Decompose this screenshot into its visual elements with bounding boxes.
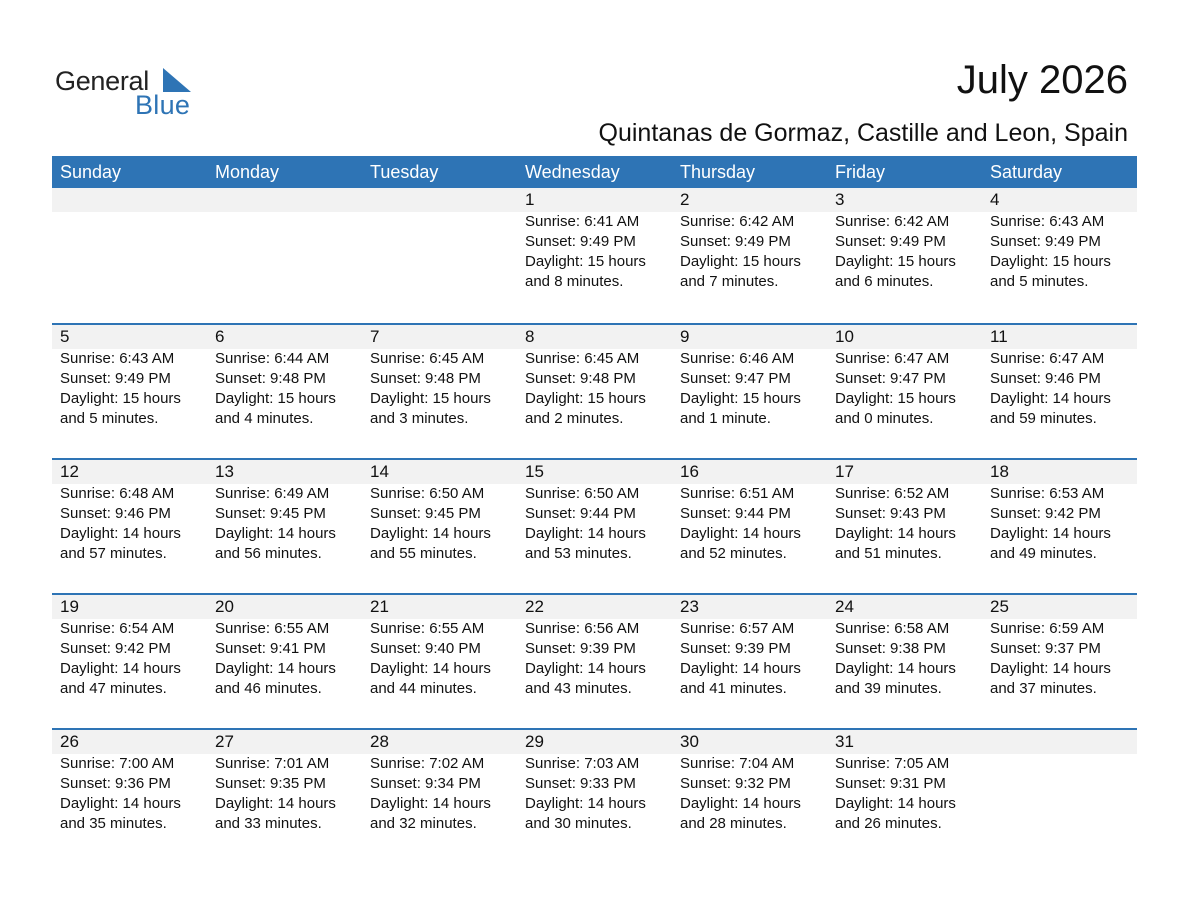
sunset-time: Sunset: 9:49 PM	[990, 233, 1101, 250]
sunset-time: Sunset: 9:47 PM	[680, 370, 791, 387]
sunrise-time: Sunrise: 7:03 AM	[525, 755, 640, 772]
sunrise-time: Sunrise: 6:43 AM	[990, 213, 1105, 230]
weekday-header-tuesday: Tuesday	[370, 162, 439, 182]
day-cell	[827, 188, 982, 321]
week-row	[52, 728, 1137, 863]
sunset-time: Sunset: 9:49 PM	[525, 233, 636, 250]
daylight-hours: Daylight: 14 hours	[680, 525, 801, 542]
daylight-minutes: and 32 minutes.	[370, 815, 477, 832]
day-cell	[827, 595, 982, 728]
day-number: 9	[680, 327, 690, 346]
day-cell	[517, 595, 672, 728]
daylight-hours: Daylight: 14 hours	[60, 525, 181, 542]
day-number: 12	[60, 462, 79, 481]
daylight-hours: Daylight: 14 hours	[680, 795, 801, 812]
sunset-time: Sunset: 9:36 PM	[60, 775, 171, 792]
sunset-time: Sunset: 9:48 PM	[370, 370, 481, 387]
sunrise-time: Sunrise: 6:42 AM	[680, 213, 795, 230]
daylight-minutes: and 3 minutes.	[370, 410, 469, 427]
day-number: 24	[835, 597, 854, 616]
day-cell	[52, 730, 207, 863]
sunset-time: Sunset: 9:45 PM	[215, 505, 326, 522]
sunset-time: Sunset: 9:46 PM	[990, 370, 1101, 387]
daylight-hours: Daylight: 14 hours	[835, 525, 956, 542]
logo-text-blue: Blue	[135, 90, 191, 120]
daylight-minutes: and 2 minutes.	[525, 410, 624, 427]
daylight-minutes: and 46 minutes.	[215, 680, 322, 697]
daylight-minutes: and 57 minutes.	[60, 545, 167, 562]
sunrise-time: Sunrise: 6:51 AM	[680, 485, 795, 502]
day-number: 2	[680, 190, 690, 209]
daylight-minutes: and 37 minutes.	[990, 680, 1097, 697]
sunrise-time: Sunrise: 7:04 AM	[680, 755, 795, 772]
daylight-minutes: and 30 minutes.	[525, 815, 632, 832]
sunset-time: Sunset: 9:44 PM	[525, 505, 636, 522]
sunrise-time: Sunrise: 6:56 AM	[525, 620, 640, 637]
sunset-time: Sunset: 9:42 PM	[60, 640, 171, 657]
day-number: 8	[525, 327, 535, 346]
sunset-time: Sunset: 9:49 PM	[835, 233, 946, 250]
day-number: 21	[370, 597, 389, 616]
weekday-header-thursday: Thursday	[680, 162, 756, 182]
daylight-minutes: and 7 minutes.	[680, 273, 779, 290]
daylight-hours: Daylight: 15 hours	[680, 390, 801, 407]
daylight-minutes: and 56 minutes.	[215, 545, 322, 562]
sunset-time: Sunset: 9:42 PM	[990, 505, 1101, 522]
day-cell	[672, 325, 827, 458]
daylight-hours: Daylight: 14 hours	[990, 660, 1111, 677]
sunrise-time: Sunrise: 6:50 AM	[525, 485, 640, 502]
day-number: 19	[60, 597, 79, 616]
weekday-header-sunday: Sunday	[60, 162, 122, 182]
sunrise-time: Sunrise: 6:46 AM	[680, 350, 795, 367]
day-cell	[672, 460, 827, 593]
day-cell	[517, 325, 672, 458]
daylight-hours: Daylight: 14 hours	[215, 795, 336, 812]
day-number: 17	[835, 462, 854, 481]
day-cell	[362, 730, 517, 863]
sunset-time: Sunset: 9:48 PM	[525, 370, 636, 387]
day-cell	[517, 460, 672, 593]
day-number: 10	[835, 327, 854, 346]
daylight-minutes: and 47 minutes.	[60, 680, 167, 697]
sunset-time: Sunset: 9:35 PM	[215, 775, 326, 792]
day-cell	[982, 188, 1137, 321]
day-cell	[517, 730, 672, 863]
daylight-hours: Daylight: 14 hours	[835, 660, 956, 677]
day-cell	[982, 325, 1137, 458]
day-cell	[517, 188, 672, 321]
day-cell	[982, 460, 1137, 593]
day-number: 29	[525, 732, 544, 751]
daylight-hours: Daylight: 15 hours	[215, 390, 336, 407]
daylight-minutes: and 8 minutes.	[525, 273, 624, 290]
daylight-hours: Daylight: 14 hours	[525, 795, 646, 812]
day-cell	[672, 188, 827, 321]
sunrise-time: Sunrise: 6:54 AM	[60, 620, 175, 637]
sunrise-time: Sunrise: 6:41 AM	[525, 213, 640, 230]
sunset-time: Sunset: 9:43 PM	[835, 505, 946, 522]
weekday-header-friday: Friday	[835, 162, 886, 182]
day-cell	[362, 325, 517, 458]
sunrise-time: Sunrise: 6:59 AM	[990, 620, 1105, 637]
daylight-hours: Daylight: 15 hours	[680, 253, 801, 270]
month-title: July 2026	[956, 58, 1128, 102]
daylight-hours: Daylight: 14 hours	[60, 660, 181, 677]
daylight-minutes: and 4 minutes.	[215, 410, 314, 427]
daylight-minutes: and 52 minutes.	[680, 545, 787, 562]
day-cell	[207, 460, 362, 593]
day-number: 4	[990, 190, 1000, 209]
sunrise-time: Sunrise: 7:05 AM	[835, 755, 950, 772]
day-number: 13	[215, 462, 234, 481]
day-number: 23	[680, 597, 699, 616]
day-cell	[207, 325, 362, 458]
daylight-hours: Daylight: 14 hours	[990, 525, 1111, 542]
daylight-hours: Daylight: 14 hours	[525, 660, 646, 677]
sunset-time: Sunset: 9:37 PM	[990, 640, 1101, 657]
daylight-hours: Daylight: 15 hours	[525, 390, 646, 407]
calendar-weeks	[52, 188, 1137, 863]
daylight-hours: Daylight: 14 hours	[835, 795, 956, 812]
daylight-minutes: and 55 minutes.	[370, 545, 477, 562]
daylight-minutes: and 0 minutes.	[835, 410, 934, 427]
daylight-hours: Daylight: 14 hours	[215, 525, 336, 542]
daylight-hours: Daylight: 14 hours	[525, 525, 646, 542]
sunset-time: Sunset: 9:40 PM	[370, 640, 481, 657]
day-number: 30	[680, 732, 699, 751]
sunset-time: Sunset: 9:46 PM	[60, 505, 171, 522]
day-number: 16	[680, 462, 699, 481]
sunrise-time: Sunrise: 6:50 AM	[370, 485, 485, 502]
week-row	[52, 458, 1137, 593]
weekday-header-saturday: Saturday	[990, 162, 1063, 182]
day-cell	[672, 730, 827, 863]
daylight-minutes: and 49 minutes.	[990, 545, 1097, 562]
daylight-minutes: and 6 minutes.	[835, 273, 934, 290]
day-number: 1	[525, 190, 535, 209]
day-cell	[982, 595, 1137, 728]
day-cell	[207, 730, 362, 863]
day-number: 18	[990, 462, 1009, 481]
day-number: 31	[835, 732, 854, 751]
sunrise-time: Sunrise: 6:57 AM	[680, 620, 795, 637]
daylight-hours: Daylight: 14 hours	[370, 795, 491, 812]
daylight-hours: Daylight: 14 hours	[60, 795, 181, 812]
sunset-time: Sunset: 9:44 PM	[680, 505, 791, 522]
day-cell	[827, 460, 982, 593]
day-cell	[52, 595, 207, 728]
daylight-hours: Daylight: 15 hours	[370, 390, 491, 407]
daylight-minutes: and 44 minutes.	[370, 680, 477, 697]
day-cell	[672, 595, 827, 728]
weekday-header-row	[52, 156, 1137, 188]
sunrise-time: Sunrise: 6:44 AM	[215, 350, 330, 367]
sunset-time: Sunset: 9:45 PM	[370, 505, 481, 522]
day-number: 11	[990, 327, 1008, 346]
day-number: 20	[215, 597, 234, 616]
day-cell	[52, 460, 207, 593]
daylight-minutes: and 5 minutes.	[60, 410, 159, 427]
week-row	[52, 593, 1137, 728]
daylight-minutes: and 35 minutes.	[60, 815, 167, 832]
day-cell	[362, 460, 517, 593]
sunset-time: Sunset: 9:31 PM	[835, 775, 946, 792]
day-number: 3	[835, 190, 845, 209]
sunrise-time: Sunrise: 6:58 AM	[835, 620, 950, 637]
daylight-hours: Daylight: 15 hours	[835, 390, 956, 407]
daylight-minutes: and 39 minutes.	[835, 680, 942, 697]
day-number: 25	[990, 597, 1009, 616]
sunset-time: Sunset: 9:38 PM	[835, 640, 946, 657]
daylight-hours: Daylight: 15 hours	[990, 253, 1111, 270]
day-number: 27	[215, 732, 234, 751]
day-number: 22	[525, 597, 544, 616]
daylight-minutes: and 43 minutes.	[525, 680, 632, 697]
location-subtitle: Quintanas de Gormaz, Castille and Leon, Spain	[598, 119, 1128, 147]
daylight-minutes: and 53 minutes.	[525, 545, 632, 562]
week-row	[52, 188, 1137, 323]
day-cell	[207, 595, 362, 728]
daylight-minutes: and 26 minutes.	[835, 815, 942, 832]
daylight-minutes: and 33 minutes.	[215, 815, 322, 832]
day-number: 14	[370, 462, 389, 481]
sunrise-time: Sunrise: 6:49 AM	[215, 485, 330, 502]
sunrise-time: Sunrise: 7:01 AM	[215, 755, 330, 772]
sunrise-time: Sunrise: 6:53 AM	[990, 485, 1105, 502]
day-cell	[52, 325, 207, 458]
sunrise-time: Sunrise: 6:48 AM	[60, 485, 175, 502]
sunset-time: Sunset: 9:34 PM	[370, 775, 481, 792]
generalblue-logo	[55, 66, 195, 120]
week-row	[52, 323, 1137, 458]
sunset-time: Sunset: 9:47 PM	[835, 370, 946, 387]
sunrise-time: Sunrise: 6:43 AM	[60, 350, 175, 367]
daylight-minutes: and 41 minutes.	[680, 680, 787, 697]
sunset-time: Sunset: 9:33 PM	[525, 775, 636, 792]
sunrise-time: Sunrise: 6:42 AM	[835, 213, 950, 230]
daylight-minutes: and 1 minute.	[680, 410, 771, 427]
daylight-hours: Daylight: 14 hours	[680, 660, 801, 677]
daylight-hours: Daylight: 14 hours	[990, 390, 1111, 407]
day-cell	[827, 325, 982, 458]
sunset-time: Sunset: 9:39 PM	[680, 640, 791, 657]
sunset-time: Sunset: 9:49 PM	[60, 370, 171, 387]
daylight-hours: Daylight: 14 hours	[215, 660, 336, 677]
daylight-hours: Daylight: 14 hours	[370, 660, 491, 677]
weekday-header-monday: Monday	[215, 162, 280, 182]
sunset-time: Sunset: 9:39 PM	[525, 640, 636, 657]
daylight-hours: Daylight: 15 hours	[60, 390, 181, 407]
daylight-hours: Daylight: 15 hours	[525, 253, 646, 270]
sunset-time: Sunset: 9:32 PM	[680, 775, 791, 792]
weekday-header-wednesday: Wednesday	[525, 162, 620, 182]
day-number: 15	[525, 462, 544, 481]
sunrise-time: Sunrise: 6:52 AM	[835, 485, 950, 502]
sunrise-time: Sunrise: 7:00 AM	[60, 755, 175, 772]
logo-text-general: General	[55, 66, 149, 96]
day-cell	[827, 730, 982, 863]
daylight-hours: Daylight: 15 hours	[835, 253, 956, 270]
sunrise-time: Sunrise: 7:02 AM	[370, 755, 485, 772]
sunset-time: Sunset: 9:41 PM	[215, 640, 326, 657]
sunrise-time: Sunrise: 6:45 AM	[525, 350, 640, 367]
day-cell	[362, 595, 517, 728]
day-number: 7	[370, 327, 380, 346]
sunset-time: Sunset: 9:48 PM	[215, 370, 326, 387]
sunrise-time: Sunrise: 6:45 AM	[370, 350, 485, 367]
day-number: 5	[60, 327, 70, 346]
sunset-time: Sunset: 9:49 PM	[680, 233, 791, 250]
day-number: 6	[215, 327, 225, 346]
calendar-grid	[52, 156, 1137, 863]
daylight-minutes: and 5 minutes.	[990, 273, 1089, 290]
daylight-hours: Daylight: 14 hours	[370, 525, 491, 542]
daylight-minutes: and 59 minutes.	[990, 410, 1097, 427]
day-number: 28	[370, 732, 389, 751]
sunrise-time: Sunrise: 6:55 AM	[215, 620, 330, 637]
sunrise-time: Sunrise: 6:55 AM	[370, 620, 485, 637]
daylight-minutes: and 28 minutes.	[680, 815, 787, 832]
sunrise-time: Sunrise: 6:47 AM	[835, 350, 950, 367]
daylight-minutes: and 51 minutes.	[835, 545, 942, 562]
sunrise-time: Sunrise: 6:47 AM	[990, 350, 1105, 367]
day-number: 26	[60, 732, 79, 751]
